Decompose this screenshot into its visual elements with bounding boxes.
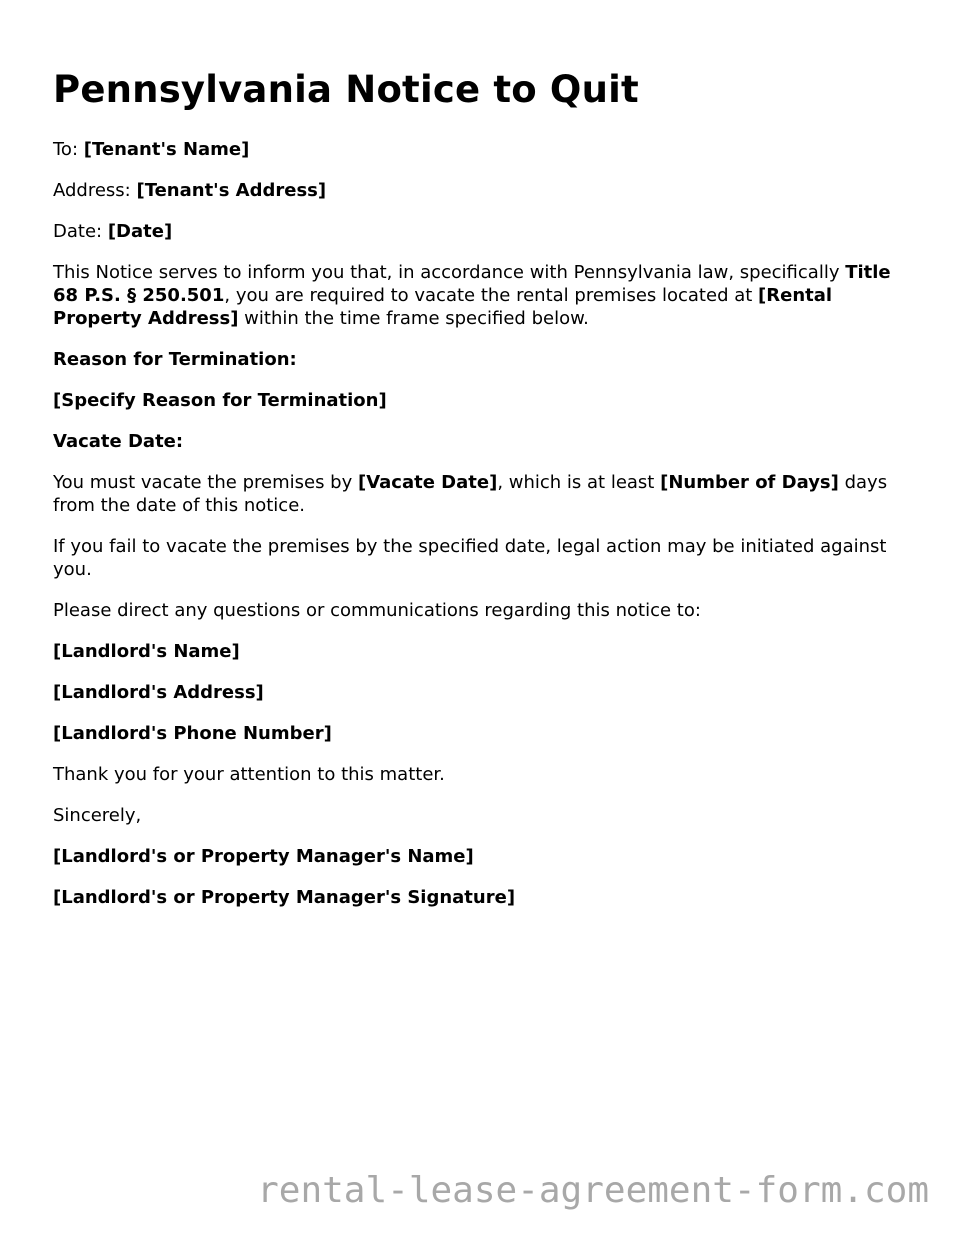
vacate-paragraph: [53, 471, 903, 517]
intro-text-3: within the time frame specified below.: [238, 308, 589, 329]
site-watermark: rental-lease-agreement-form.com: [257, 1170, 929, 1211]
vacate-heading: Vacate Date:: [53, 431, 184, 452]
landlord-name-placeholder: [Landlord's Name]: [53, 641, 240, 662]
date-line: [53, 220, 903, 243]
date-placeholder: [Date]: [107, 221, 173, 242]
vacate-date-placeholder: [Vacate Date]: [357, 472, 498, 493]
tenant-address-placeholder: [Tenant's Address]: [136, 180, 327, 201]
statute-reference: Title 68 P.S. § 250.501: [53, 262, 891, 306]
recipient-label: To:: [53, 139, 84, 160]
landlord-address-placeholder: [Landlord's Address]: [53, 682, 264, 703]
intro-text-1: This Notice serves to inform you that, in accordance with Pennsylvania law, specifically: [53, 262, 846, 283]
date-label: Date:: [53, 221, 108, 242]
vacate-text-2: , which is at least: [497, 472, 661, 493]
recipient-line: [53, 138, 903, 161]
document-title: Pennsylvania Notice to Quit: [53, 68, 639, 111]
legal-warning: If you fail to vacate the premises by the specified date, legal action may be initiated against you.: [53, 536, 887, 580]
tenant-name-placeholder: [Tenant's Name]: [83, 139, 250, 160]
landlord-phone-placeholder: [Landlord's Phone Number]: [53, 723, 332, 744]
intro-text-2: , you are required to vacate the rental premises located at: [224, 285, 759, 306]
reason-placeholder: [Specify Reason for Termination]: [53, 390, 387, 411]
document-page: [53, 62, 903, 927]
vacate-text-3: days from the date of this notice.: [53, 472, 888, 516]
rental-property-placeholder: [Rental Property Address]: [53, 285, 833, 329]
contact-intro: Please direct any questions or communications regarding this notice to:: [53, 600, 701, 621]
intro-paragraph: [53, 261, 903, 330]
address-label: Address:: [53, 180, 137, 201]
address-line: [53, 179, 903, 202]
number-of-days-placeholder: [Number of Days]: [660, 472, 839, 493]
signer-signature-placeholder: [Landlord's or Property Manager's Signature]: [53, 887, 516, 908]
vacate-text-1: You must vacate the premises by: [53, 472, 358, 493]
thanks-line: Thank you for your attention to this matter.: [53, 764, 445, 785]
reason-heading: Reason for Termination:: [53, 349, 297, 370]
closing-line: Sincerely,: [53, 805, 142, 826]
signer-name-placeholder: [Landlord's or Property Manager's Name]: [53, 846, 474, 867]
